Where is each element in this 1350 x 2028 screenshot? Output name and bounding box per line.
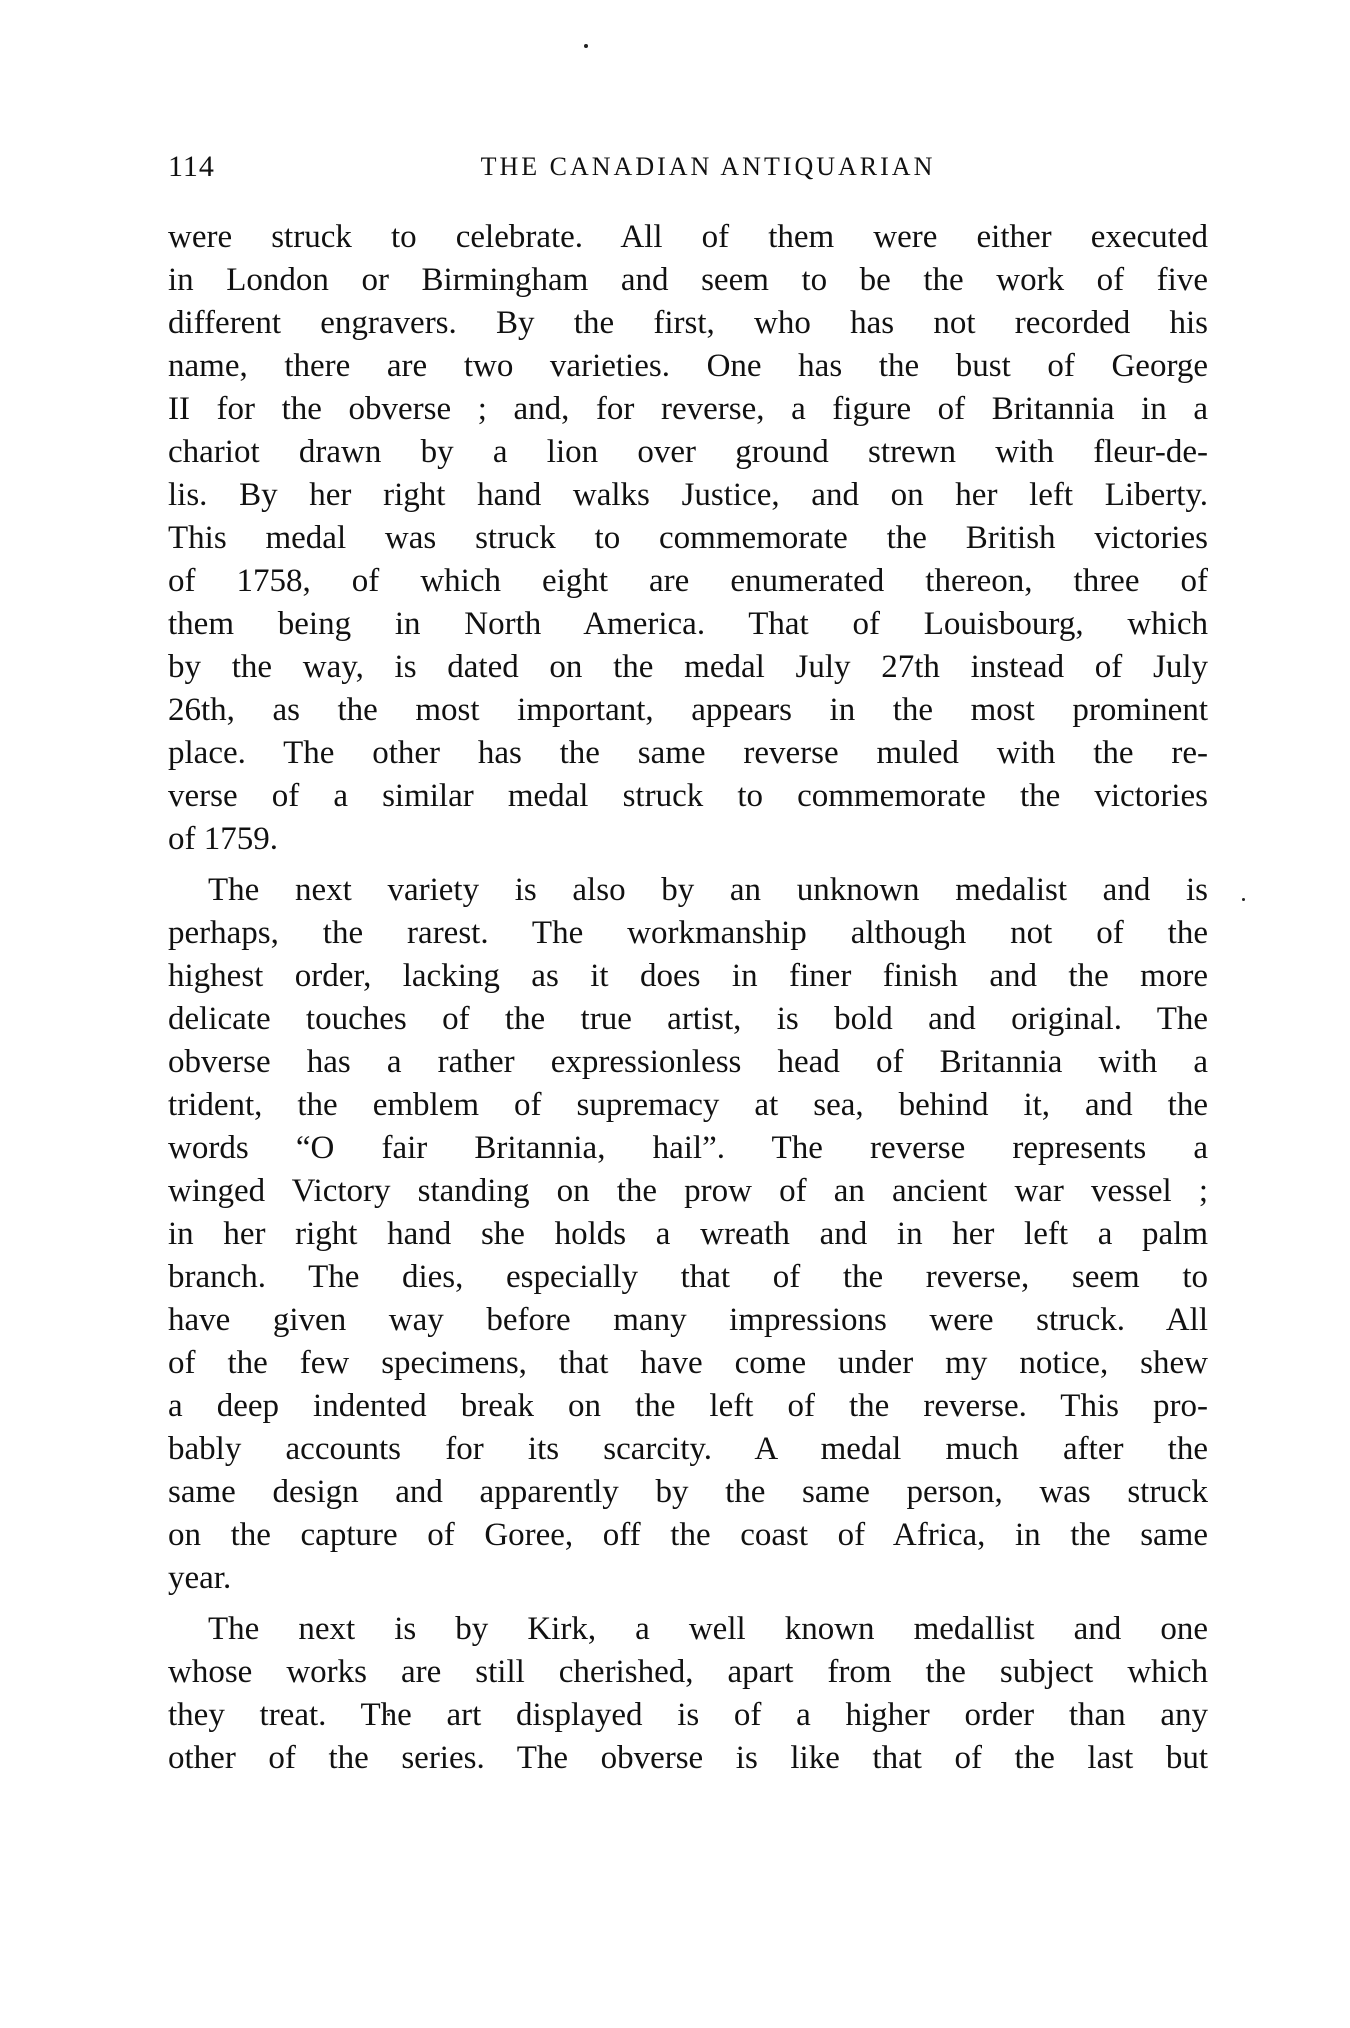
text-line: different engravers. By the first, who has not recorded his: [168, 305, 1208, 341]
text-line: in London or Birmingham and seem to be the work of five: [168, 262, 1208, 298]
paragraph-gap: [168, 1600, 1208, 1608]
text-line: bably accounts for its scarcity. A medal much after the: [168, 1431, 1208, 1467]
text-line: of 1758, of which eight are enumerated thereon, three of: [168, 563, 1208, 599]
text-line: words “O fair Britannia, hail”. The reverse represents a: [168, 1130, 1208, 1166]
text-line: have given way before many impressions were struck. All: [168, 1302, 1208, 1338]
text-line: whose works are still cherished, apart from the subject which: [168, 1654, 1208, 1690]
body-text: [168, 216, 1208, 1780]
text-line: name, there are two varieties. One has the bust of George: [168, 348, 1208, 384]
text-line: delicate touches of the true artist, is bold and original. The: [168, 1001, 1208, 1037]
text-line: II for the obverse ; and, for reverse, a figure of Britannia in a: [168, 391, 1208, 427]
running-head: THE CANADIAN ANTIQUARIAN: [480, 152, 936, 181]
text-line: This medal was struck to commemorate the British victories: [168, 520, 1208, 556]
text-line: of the few specimens, that have come under my notice, shew: [168, 1345, 1208, 1381]
paragraph-1: [168, 216, 1208, 861]
text-line: The next variety is also by an unknown medalist and is: [208, 872, 1208, 908]
text-line: a deep indented break on the left of the reverse. This pro-: [168, 1388, 1208, 1424]
page-header: [168, 150, 1208, 194]
text-line: 26th, as the most important, appears in the most prominent: [168, 692, 1208, 728]
page-number: 114: [168, 150, 215, 183]
text-line: verse of a similar medal struck to commemorate the victories: [168, 778, 1208, 814]
text-line: other of the series. The obverse is like that of the last but: [168, 1740, 1208, 1776]
text-line: chariot drawn by a lion over ground strewn with fleur-de-: [168, 434, 1208, 470]
text-line: of 1759.: [168, 821, 278, 857]
paragraph-gap: [168, 861, 1208, 869]
text-line: on the capture of Goree, off the coast of Africa, in the same: [168, 1517, 1208, 1553]
text-line: perhaps, the rarest. The workmanship although not of the: [168, 915, 1208, 951]
text-line: trident, the emblem of supremacy at sea, behind it, and the: [168, 1087, 1208, 1123]
text-line: them being in North America. That of Louisbourg, which: [168, 606, 1208, 642]
text-line: were struck to celebrate. All of them were either executed: [168, 219, 1208, 255]
text-line: branch. The dies, especially that of the reverse, seem to: [168, 1259, 1208, 1295]
text-line: obverse has a rather expressionless head of Britannia with a: [168, 1044, 1208, 1080]
paragraph-3: [168, 1608, 1208, 1780]
text-line: in her right hand she holds a wreath and in her left a palm: [168, 1216, 1208, 1252]
text-line: highest order, lacking as it does in finer finish and the more: [168, 958, 1208, 994]
text-line: same design and apparently by the same person, was struck: [168, 1474, 1208, 1510]
ink-speck: [584, 44, 588, 48]
text-line: they treat. The art displayed is of a higher order than any: [168, 1697, 1208, 1733]
text-line: lis. By her right hand walks Justice, and on her left Liberty.: [168, 477, 1208, 513]
text-line: by the way, is dated on the medal July 27th instead of July: [168, 649, 1208, 685]
text-line: place. The other has the same reverse muled with the re-: [168, 735, 1208, 771]
ink-speck: [1242, 898, 1245, 901]
text-line: The next is by Kirk, a well known medallist and one: [208, 1611, 1208, 1647]
paragraph-2: [168, 869, 1208, 1600]
text-line: year.: [168, 1560, 232, 1596]
text-line: winged Victory standing on the prow of an ancient war vessel ;: [168, 1173, 1208, 1209]
